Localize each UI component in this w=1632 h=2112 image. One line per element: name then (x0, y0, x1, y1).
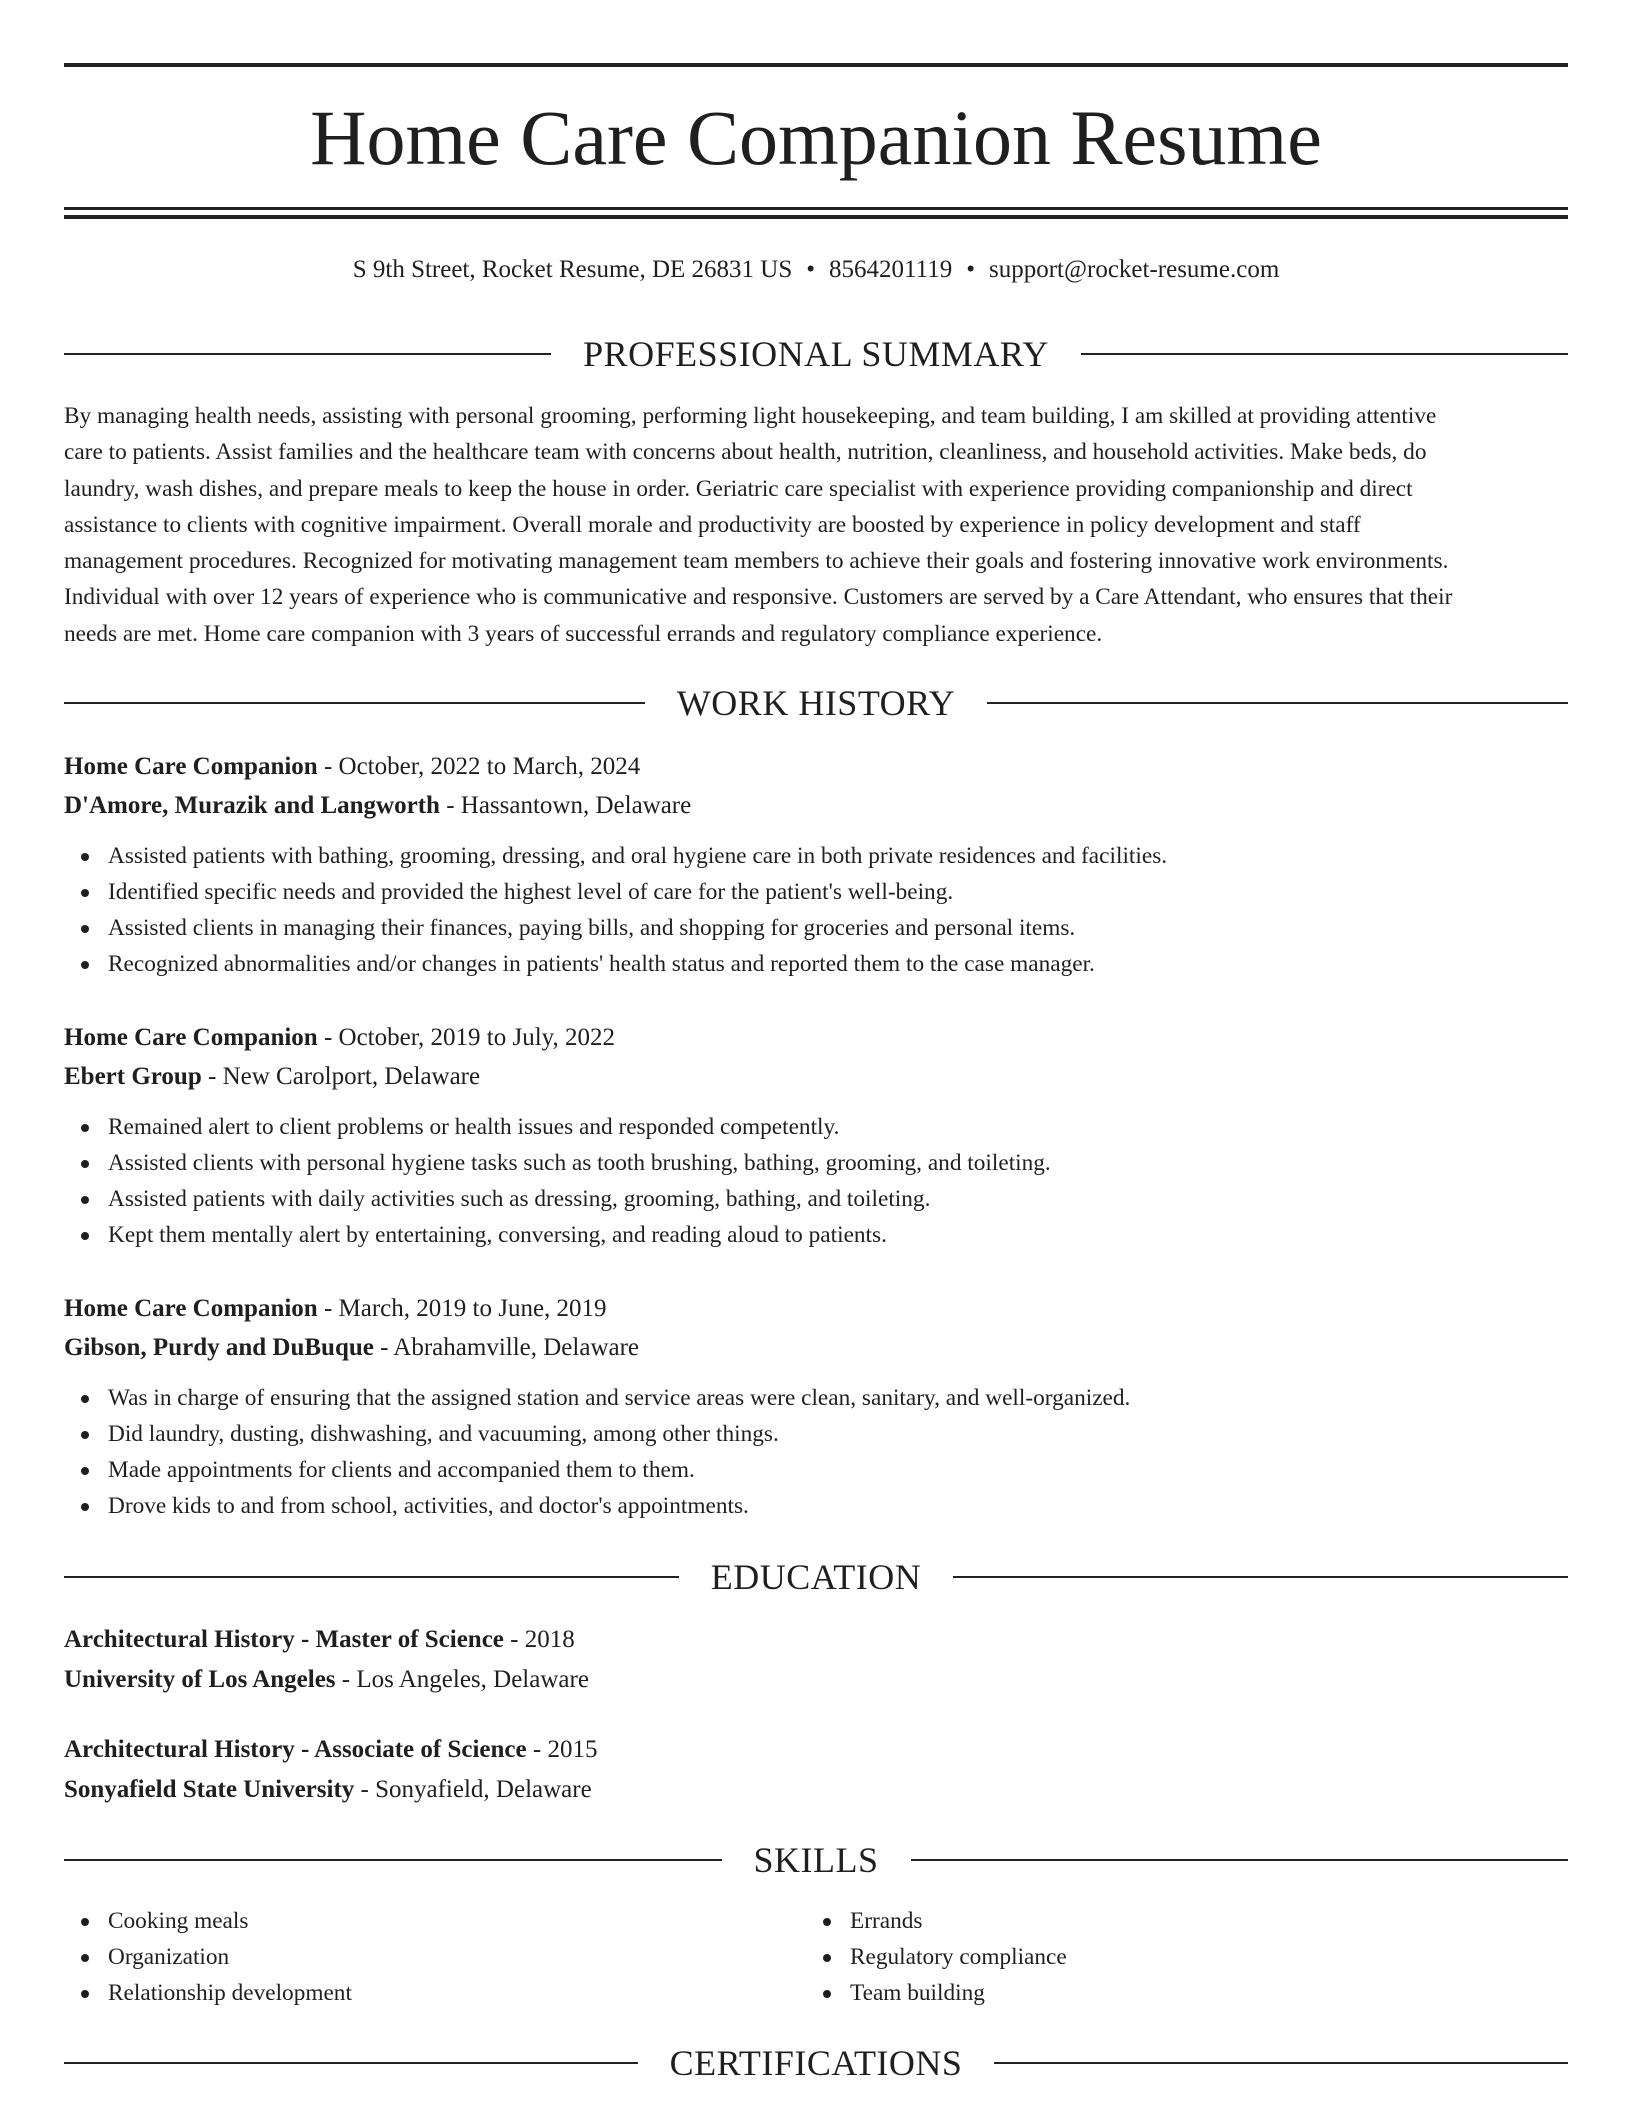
job-title: Home Care Companion (64, 1295, 318, 1322)
heading-rule (911, 1859, 1569, 1861)
job-entry (64, 747, 1568, 982)
job-location: - Hassantown, Delaware (439, 792, 692, 819)
degree-year: - 2018 (503, 1626, 575, 1653)
section-title: CERTIFICATIONS (669, 2043, 963, 2083)
school: University of Los Angeles (64, 1666, 336, 1693)
degree-line (64, 1620, 1568, 1660)
skills-column-left (64, 1903, 804, 2011)
section-title: PROFESSIONAL SUMMARY (583, 334, 1049, 374)
section-heading-work (64, 681, 1568, 725)
job-company-line (64, 1057, 1568, 1096)
job-entry (64, 1018, 1568, 1253)
contact-email: support@rocket-resume.com (988, 256, 1280, 283)
list-item: Team building (806, 1975, 1546, 2011)
skills-column-right (806, 1903, 1546, 2011)
list-item: Errands (806, 1903, 1546, 1939)
heading-rule (987, 702, 1568, 704)
list-item: Cooking meals (64, 1903, 804, 1939)
section-title: SKILLS (753, 1840, 879, 1880)
degree: Architectural History - Associate of Science (64, 1736, 527, 1763)
summary-line: assistance to clients with cognitive impairment. Overall morale and productivity are boosted by experience in policy development and staff (64, 511, 1361, 538)
list-item: Did laundry, dusting, dishwashing, and vacuuming, among other things. (64, 1416, 1568, 1452)
school-line (64, 1660, 1568, 1700)
job-dates: - October, 2019 to July, 2022 (317, 1024, 616, 1051)
list-item: Relationship development (64, 1975, 804, 2011)
summary-line: By managing health needs, assisting with personal grooming, performing light housekeeping, and team building, I am skilled at providing attentive (64, 403, 1437, 429)
job-location: - Abrahamville, Delaware (373, 1334, 640, 1361)
summary-line: Individual with over 12 years of experience who is communicative and responsive. Customers are served by a Care Attendant, who ensures that their (64, 584, 1453, 611)
heading-rule (64, 702, 645, 704)
job-company: Ebert Group (64, 1063, 202, 1090)
heading-rule (1081, 353, 1568, 355)
list-item: Assisted patients with bathing, grooming, dressing, and oral hygiene care in both private residences and facilities. (64, 838, 1568, 874)
job-bullets (64, 1109, 1568, 1253)
job-location: - New Carolport, Delaware (201, 1063, 481, 1090)
list-item: Organization (64, 1939, 804, 1975)
school-location: - Los Angeles, Delaware (335, 1666, 589, 1693)
degree-year: - 2015 (526, 1736, 598, 1763)
list-item: Was in charge of ensuring that the assigned station and service areas were clean, sanitary, and well-organized. (64, 1380, 1568, 1416)
school: Sonyafield State University (64, 1776, 355, 1803)
contact-line (64, 252, 1568, 288)
section-heading-skills (64, 1838, 1568, 1882)
contact-separator: • (806, 256, 816, 283)
job-title: Home Care Companion (64, 1024, 318, 1051)
school-line (64, 1770, 1568, 1810)
summary-line: care to patients. Assist families and the healthcare team with concerns about health, nutrition, cleanliness, and household activities. Make beds, do (64, 439, 1427, 466)
title-rule-upper (64, 207, 1568, 210)
job-bullets (64, 838, 1568, 982)
section-heading-certifications (64, 2041, 1568, 2085)
heading-rule (64, 2062, 638, 2064)
contact-address: S 9th Street, Rocket Resume, DE 26831 US (352, 256, 793, 283)
heading-rule (953, 1576, 1568, 1578)
job-company: D'Amore, Murazik and Langworth (64, 792, 440, 819)
school-location: - Sonyafield, Delaware (354, 1776, 592, 1803)
list-item: Kept them mentally alert by entertaining, conversing, and reading aloud to patients. (64, 1217, 1568, 1253)
list-item: Made appointments for clients and accompanied them to them. (64, 1452, 1568, 1488)
summary-line: laundry, wash dishes, and prepare meals to keep the house in order. Geriatric care specialist with experience providing companionship and direct (64, 475, 1413, 502)
section-title: WORK HISTORY (676, 683, 956, 723)
list-item: Recognized abnormalities and/or changes in patients' health status and reported them to the case manager. (64, 946, 1568, 982)
job-bullets (64, 1380, 1568, 1524)
title-rule-lower (64, 215, 1568, 219)
job-dates: - March, 2019 to June, 2019 (317, 1295, 607, 1322)
job-title-line (64, 747, 1568, 786)
job-company: Gibson, Purdy and DuBuque (64, 1334, 374, 1361)
job-company-line (64, 786, 1568, 825)
heading-rule (64, 1576, 679, 1578)
job-title: Home Care Companion (64, 753, 318, 780)
heading-rule (64, 1859, 722, 1861)
summary-line: management procedures. Recognized for motivating management team members to achieve their goals and fostering innovative work environments. (64, 548, 1449, 575)
top-rule (64, 63, 1568, 67)
summary-text (64, 398, 1568, 652)
skills-list (64, 1903, 804, 2011)
degree: Architectural History - Master of Science (64, 1626, 504, 1653)
job-entry (64, 1289, 1568, 1524)
section-title: EDUCATION (710, 1557, 922, 1597)
summary-line: needs are met. Home care companion with 3 years of successful errands and regulatory compliance experience. (64, 620, 1103, 647)
contact-phone: 8564201119 (829, 256, 953, 283)
list-item: Assisted patients with daily activities such as dressing, grooming, bathing, and toileting. (64, 1181, 1568, 1217)
job-title-line (64, 1289, 1568, 1328)
job-dates: - October, 2022 to March, 2024 (317, 753, 641, 780)
list-item: Assisted clients in managing their finances, paying bills, and shopping for groceries and personal items. (64, 910, 1568, 946)
list-item: Regulatory compliance (806, 1939, 1546, 1975)
job-title-line (64, 1018, 1568, 1057)
section-heading-education (64, 1555, 1568, 1599)
job-company-line (64, 1328, 1568, 1367)
list-item: Identified specific needs and provided the highest level of care for the patient's well-being. (64, 874, 1568, 910)
section-heading-summary (64, 332, 1568, 376)
education-entry (64, 1620, 1568, 1700)
list-item: Assisted clients with personal hygiene tasks such as tooth brushing, bathing, grooming, and toileting. (64, 1145, 1568, 1181)
list-item: Remained alert to client problems or health issues and responded competently. (64, 1109, 1568, 1145)
contact-separator: • (966, 256, 975, 283)
degree-line (64, 1730, 1568, 1770)
heading-rule (64, 353, 551, 355)
heading-rule (994, 2062, 1568, 2064)
page-title: Home Care Companion Resume (310, 94, 1322, 181)
skills-list (806, 1903, 1546, 2011)
list-item: Drove kids to and from school, activities, and doctor's appointments. (64, 1488, 1568, 1524)
education-entry (64, 1730, 1568, 1810)
